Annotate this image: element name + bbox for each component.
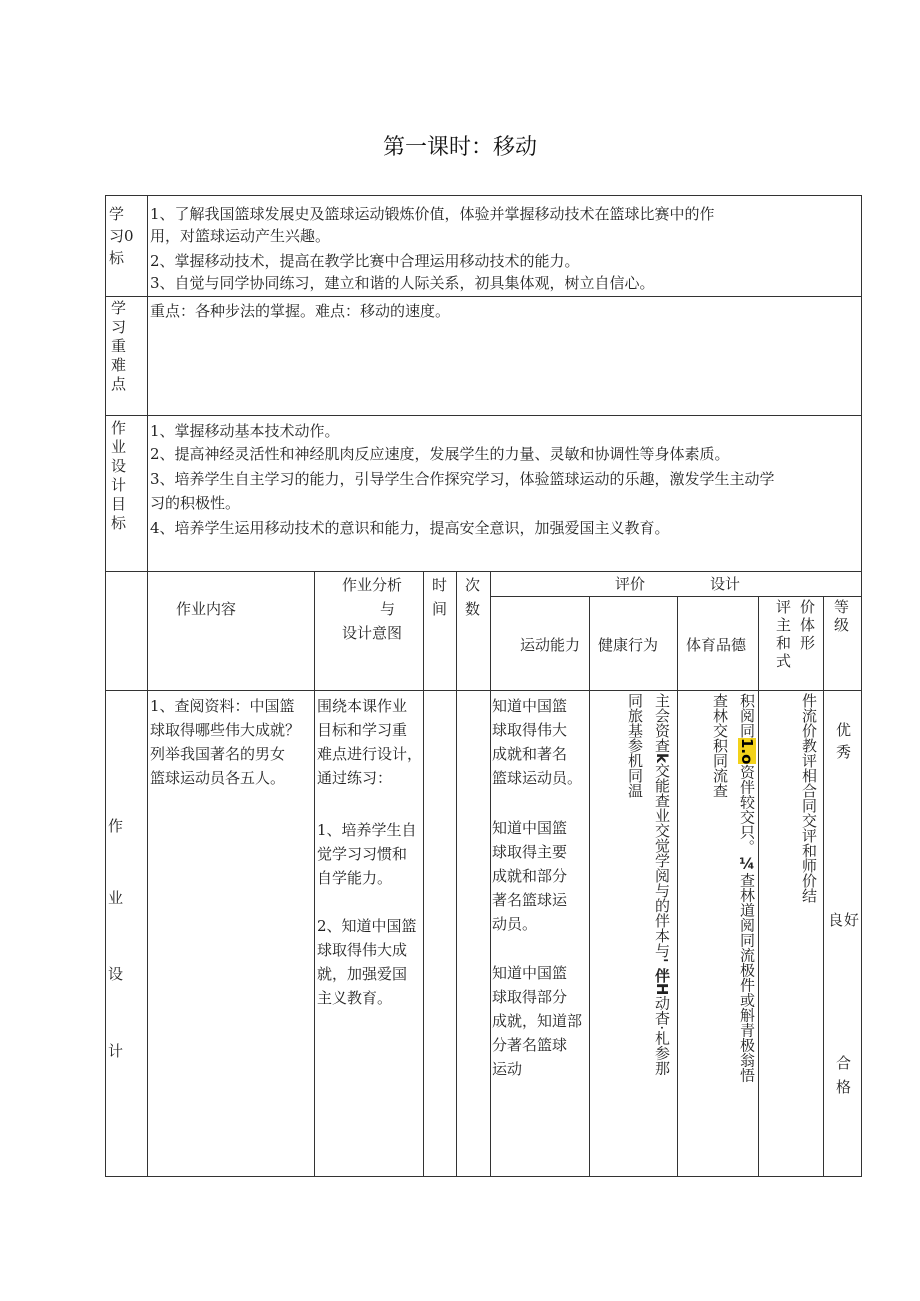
header-eval: 评价 — [615, 575, 646, 593]
header-content: 作业内容 — [176, 600, 237, 618]
objective-line-3: 2、掌握移动技术，提高在教学比赛中合理运用移动技术的能力。 — [150, 252, 580, 270]
keypoints-text: 重点：各种步法的掌握。难点：移动的速度。 — [150, 302, 451, 320]
header-ability: 运动能力 — [520, 636, 581, 654]
objective-line-1: 1、了解我国篮球发展史及篮球运动锻炼价值，体验并掌握移动技术在篮球比赛中的作 — [150, 205, 715, 223]
goal-line-5: 4、培养学生运用移动技术的意识和能力，提高安全意识，加强爱国主义教育。 — [150, 519, 670, 537]
header-ethics: 体育品德 — [686, 636, 747, 654]
objective-line-4: 3、自觉与同学协同练习，建立和谐的人际关系，初具集体观，树立自信心。 — [150, 274, 655, 292]
goal-line-1: 1、掌握移动基本技术动作。 — [150, 422, 340, 440]
page-title: 第一课时：移动 — [382, 135, 537, 160]
header-design: 设计 — [710, 575, 741, 593]
objective-line-2: 用，对篮球运动产生兴趣。 — [150, 227, 331, 245]
header-health: 健康行为 — [598, 636, 659, 654]
goal-line-3: 3、培养学生自主学习的能力，引导学生合作探究学习，体验篮球运动的乐趣，激发学生主动学 — [150, 470, 775, 488]
goal-line-4: 习的积极性。 — [150, 494, 241, 512]
work-eval: 件流价教评相合同交评和师价结 — [800, 693, 818, 903]
goal-line-2: 2、提高神经灵活性和神经肌肉反应速度，发展学生的力量、灵敏和协调性等身体素质。 — [150, 445, 730, 463]
